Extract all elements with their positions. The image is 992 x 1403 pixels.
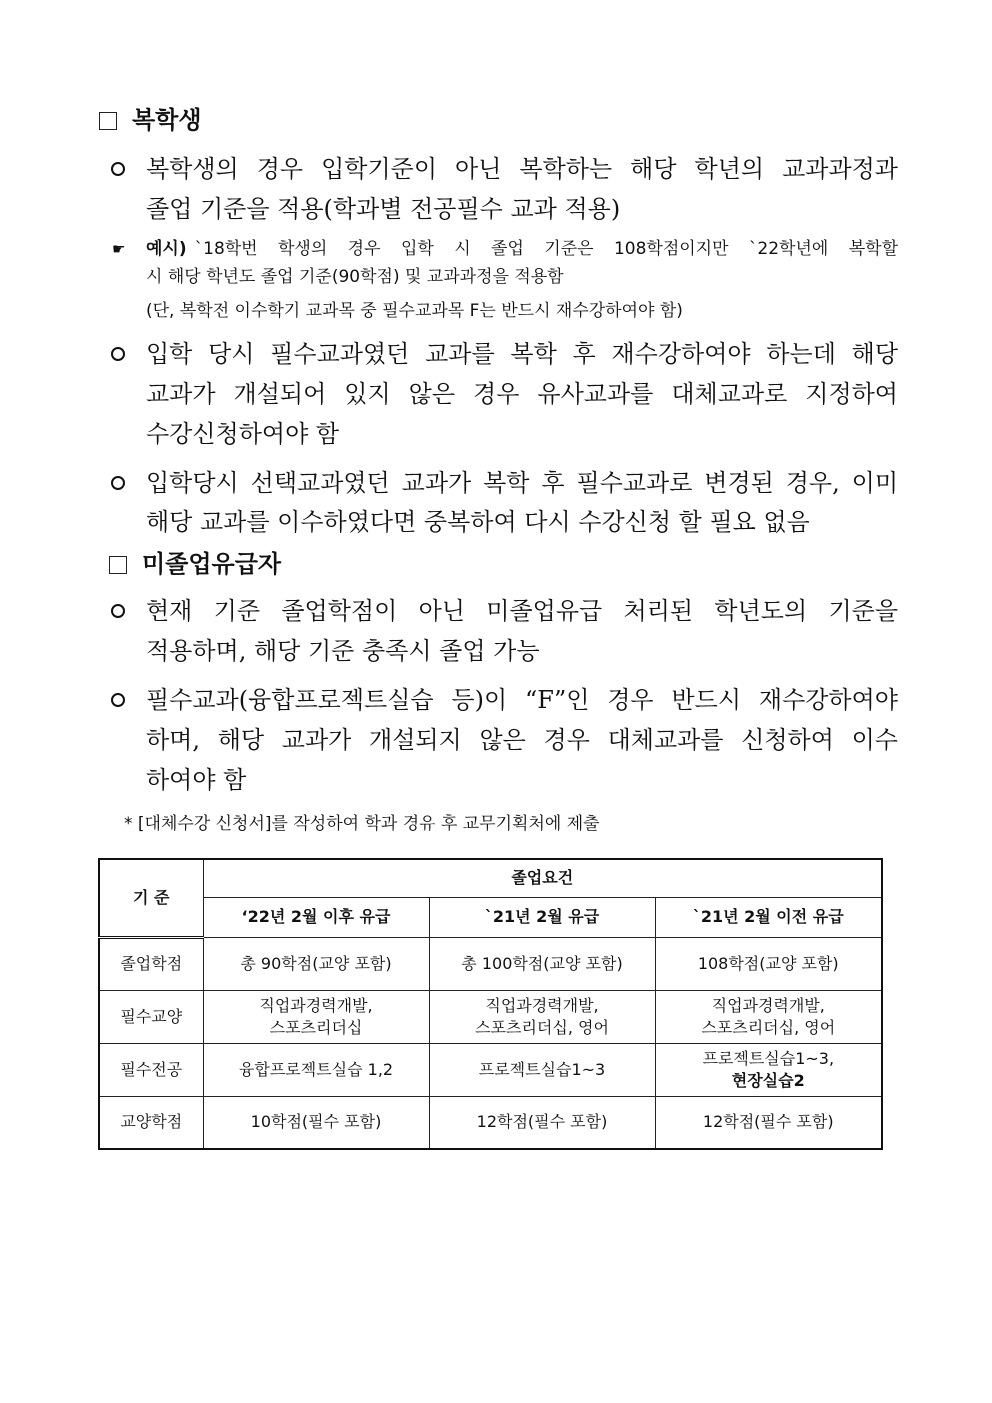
- table-row: [99, 1096, 882, 1149]
- table-cell: [203, 990, 429, 1043]
- bullet-circle-icon: [111, 162, 125, 176]
- s2-bullet1-line1: 현재 기준 졸업학점이 아닌 미졸업유급 처리된 학년도의 기준을: [146, 597, 898, 625]
- table-cell: [429, 1096, 655, 1149]
- column-header: ‘22년 2월 이후 유급: [203, 897, 429, 937]
- cell-text-bold: 현장실습2: [731, 1070, 805, 1090]
- s2-bullet1-line2: 적용하며, 해당 기준 충족시 졸업 가능: [146, 637, 540, 665]
- cell-text: 스포츠리더십, 영어: [701, 1017, 836, 1037]
- bullet3-line2: 해당 교과를 이수하였다면 중복하여 다시 수강신청 할 필요 없음: [146, 508, 810, 536]
- table-cell: [655, 1096, 882, 1149]
- table-cell: [203, 937, 429, 990]
- cell-text: 직업과경력개발,: [485, 995, 599, 1015]
- example-line1: [146, 235, 898, 263]
- bullet2-line2: 교과가 개설되어 있지 않은 경우 유사교과를 대체교과로 지정하여: [146, 380, 898, 408]
- bullet-circle-icon: [111, 604, 125, 618]
- cell-text: 총 90학점(교양 포함): [240, 953, 392, 973]
- example-line2: 시 해당 학년도 졸업 기준(90학점) 및 교과과정을 적용함: [146, 267, 564, 287]
- table-cell: [429, 1043, 655, 1096]
- cell-text: 총 100학점(교양 포함): [461, 953, 623, 973]
- row-label: 필수전공: [99, 1043, 203, 1096]
- bullet1-line2: 졸업 기준을 적용(학과별 전공필수 교과 적용): [146, 195, 621, 223]
- graduation-requirements-header: 졸업요건: [203, 859, 882, 897]
- s2-bullet2-line1: 필수교과(융합프로젝트실습 등)이 “F”인 경우 반드시 재수강하여야: [146, 686, 898, 714]
- checkbox-square-icon: [99, 112, 117, 130]
- column-header: `21년 2월 유급: [429, 897, 655, 937]
- cell-text: 12학점(필수 포함): [476, 1112, 608, 1132]
- cell-text: 프로젝트실습1~3,: [702, 1048, 835, 1068]
- table-cell: [429, 990, 655, 1043]
- checkbox-square-icon: [109, 556, 127, 574]
- example-text1: `18학번 학생의 경우 입학 시 졸업 기준은 108학점이지만 `22학년에 복학할: [194, 239, 898, 259]
- column-header: `21년 2월 이전 유급: [655, 897, 882, 937]
- bullet-circle-icon: [111, 347, 125, 361]
- bullet-circle-icon: [111, 693, 125, 707]
- bullet1-line1: 복학생의 경우 입학기준이 아닌 복학하는 해당 학년의 교과과정과: [146, 155, 898, 183]
- bullet3-line1: 입학당시 선택교과였던 교과가 복학 후 필수교과로 변경된 경우, 이미: [146, 469, 898, 497]
- substitute-note: * [대체수강 신청서]를 작성하여 학과 경유 후 교무기획처에 제출: [124, 814, 600, 834]
- bullet-circle-icon: [111, 476, 125, 490]
- s2-bullet2-line2: 하며, 해당 교과가 개설되지 않은 경우 대체교과를 신청하여 이수: [146, 726, 898, 754]
- example-line3: (단, 복학전 이수학기 교과목 중 필수교과목 F는 반드시 재수강하여야 함): [146, 301, 683, 321]
- table-row: [99, 937, 882, 990]
- example-label: 예시): [146, 239, 187, 259]
- table-cell: [203, 1096, 429, 1149]
- table-cell: [655, 937, 882, 990]
- cell-text: 108학점(교양 포함): [697, 953, 839, 973]
- section-title-unfinished: 미졸업유급자: [142, 549, 282, 578]
- cell-text: 프로젝트실습1~3: [478, 1059, 606, 1079]
- bullet2-line1: 입학 당시 필수교과였던 교과를 복학 후 재수강하여야 하는데 해당: [146, 340, 898, 368]
- s2-bullet2-line3: 하여야 함: [146, 766, 247, 794]
- cell-text: 12학점(필수 포함): [702, 1112, 834, 1132]
- row-label: 필수교양: [99, 990, 203, 1043]
- cell-text: 스포츠리더십: [269, 1017, 363, 1037]
- cell-text: 스포츠리더십, 영어: [475, 1017, 609, 1037]
- table-cell: [655, 1043, 882, 1096]
- table-row: [99, 990, 882, 1043]
- row-label: 졸업학점: [99, 937, 203, 990]
- row-label: 교양학점: [99, 1096, 203, 1149]
- section-title-returning: 복학생: [132, 105, 202, 134]
- cell-text: 직업과경력개발,: [259, 995, 373, 1015]
- table-cell: [655, 990, 882, 1043]
- pointing-hand-icon: ☛: [112, 240, 126, 258]
- bullet2-line3: 수강신청하여야 함: [146, 420, 340, 448]
- cell-text: 융합프로젝트실습 1,2: [238, 1059, 394, 1079]
- cell-text: 10학점(필수 포함): [250, 1112, 382, 1132]
- table-row: [99, 1043, 882, 1096]
- table-cell: [203, 1043, 429, 1096]
- criteria-header: 기 준: [99, 859, 203, 937]
- graduation-requirements-table: [98, 858, 883, 1150]
- table-cell: [429, 937, 655, 990]
- cell-text: 직업과경력개발,: [711, 995, 825, 1015]
